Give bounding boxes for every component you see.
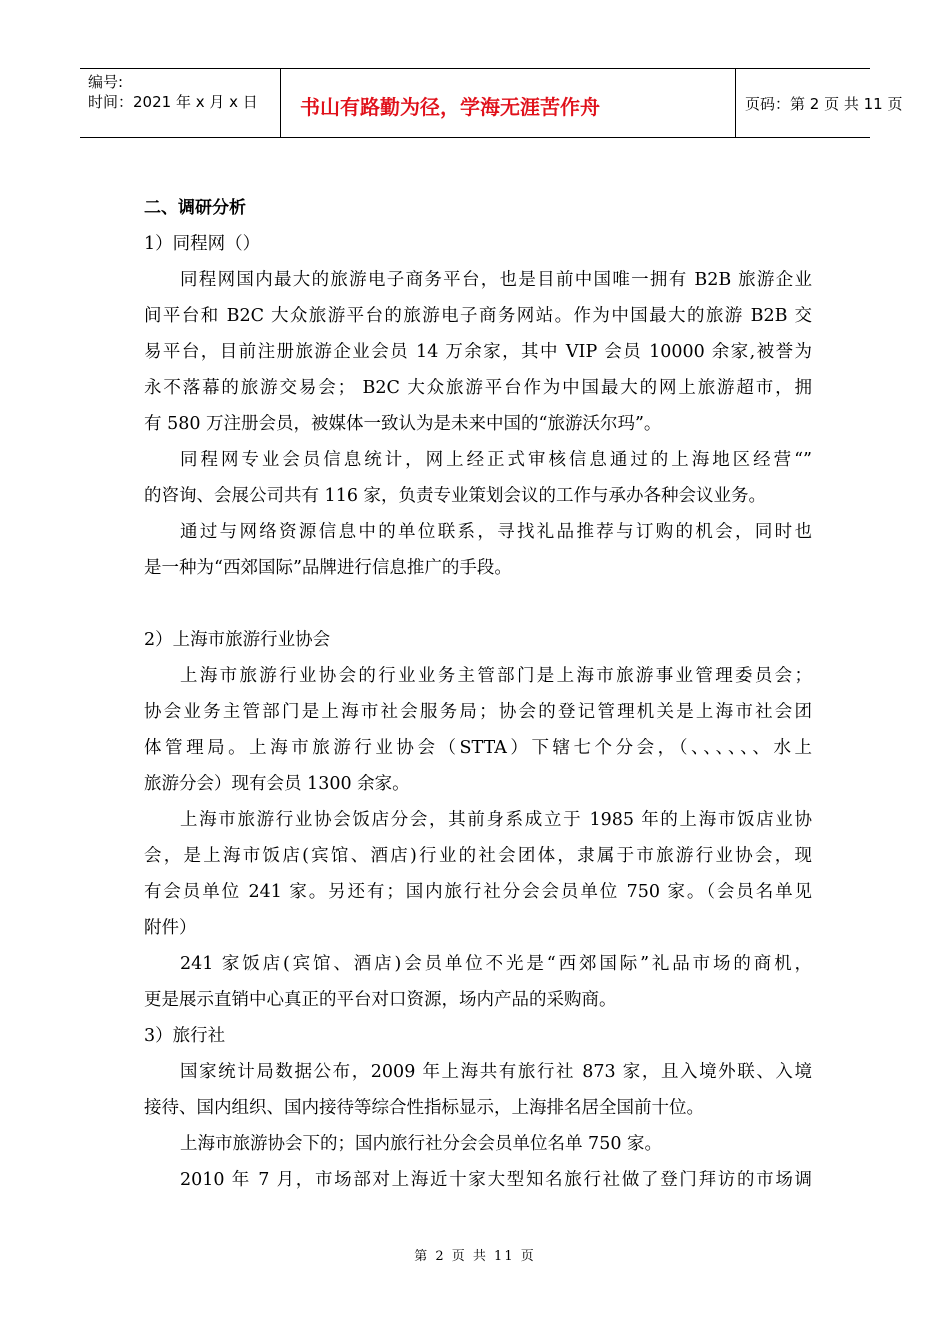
text-line: 接待、国内组织、国内接待等综合性指标显示，上海排名居全国前十位。 [144, 1098, 704, 1118]
text-line: 体管理局。上海市旅游行业协会（STTA）下辖七个分会，（、、、、、、水上 [144, 738, 812, 758]
document-body [144, 190, 812, 1198]
subsection-title-tongcheng: 1）同程网（） [144, 234, 261, 254]
paragraph-travel-members [144, 1126, 812, 1162]
paragraph-tongcheng-members [144, 442, 812, 514]
paragraph-tongcheng-contact [144, 514, 812, 586]
text-line: 间平台和 B2C 大众旅游平台的旅游电子商务网站。作为中国最大的旅游 B2B 交 [144, 306, 812, 326]
text-line: 旅游分会）现有会员 1300 余家。 [144, 774, 410, 794]
subsection-title-travel-agency: 3）旅行社 [144, 1026, 226, 1046]
text-line: 上海市旅游行业协会的行业业务主管部门是上海市旅游事业管理委员会； [180, 666, 812, 686]
paragraph-hotel-opportunity [144, 946, 812, 1018]
header-page-cell [735, 69, 903, 137]
header-page-info: 页码：第 2 页 共 11 页 [745, 95, 903, 113]
paragraph-travel-statistics [144, 1054, 812, 1126]
text-line: 协会业务主管部门是上海市社会服务局；协会的登记管理机关是上海市社会团 [144, 702, 812, 722]
paragraph-spacer [144, 586, 812, 622]
page-footer: 第 2 页 共 11 页 [414, 1249, 536, 1264]
text-line: 2010 年 7 月，市场部对上海近十家大型知名旅行社做了登门拜访的市场调 [180, 1170, 812, 1190]
subsection-title-tourism-association: 2）上海市旅游行业协会 [144, 630, 331, 650]
text-line: 241 家饭店(宾馆、酒店)会员单位不光是“西郊国际”礼品市场的商机， [180, 954, 812, 974]
text-line: 永不落幕的旅游交易会； B2C 大众旅游平台作为中国最大的网上旅游超市，拥 [144, 378, 812, 398]
text-line: 的咨询、会展公司共有 116 家，负责专业策划会议的工作与承办各种会议业务。 [144, 486, 767, 506]
text-line: 上海市旅游协会下的；国内旅行社分会会员单位名单 750 家。 [180, 1134, 663, 1154]
paragraph-association-intro [144, 658, 812, 802]
header-motto: 书山有路勤为径，学海无涯苦作舟 [300, 95, 600, 119]
text-line: 同程网国内最大的旅游电子商务平台，也是目前中国唯一拥有 B2B 旅游企业 [180, 270, 812, 290]
text-line: 易平台，目前注册旅游企业会员 14 万余家，其中 VIP 会员 10000 余家,被誉为 [144, 342, 812, 362]
text-line: 更是展示直销中心真正的平台对口资源，场内产品的采购商。 [144, 990, 617, 1010]
text-line: 是一种为“西郊国际”品牌进行信息推广的手段。 [144, 558, 512, 578]
document-number-label: 编号: [88, 73, 124, 91]
text-line: 有 580 万注册会员，被媒体一致认为是未来中国的“旅游沃尔玛”。 [144, 414, 662, 434]
text-line: 同程网专业会员信息统计，网上经正式审核信息通过的上海地区经营“” [180, 450, 812, 470]
text-line: 上海市旅游行业协会饭店分会，其前身系成立于 1985 年的上海市饭店业协 [180, 810, 812, 830]
text-line: 附件） [144, 918, 197, 938]
header-motto-cell [280, 69, 736, 137]
text-line: 通过与网络资源信息中的单位联系，寻找礼品推荐与订购的机会，同时也 [180, 522, 812, 542]
document-time-label: 时间：2021 年 x 月 x 日 [88, 93, 258, 111]
header-meta-cell [80, 69, 281, 137]
text-line: 国家统计局数据公布，2009 年上海共有旅行社 873 家，且入境外联、入境 [180, 1062, 812, 1082]
page-header [80, 68, 903, 138]
text-line: 会，是上海市饭店(宾馆、酒店)行业的社会团体，隶属于市旅游行业协会，现 [144, 846, 812, 866]
paragraph-tongcheng-intro [144, 262, 812, 442]
paragraph-hotel-branch [144, 802, 812, 946]
text-line: 有会员单位 241 家。另还有；国内旅行社分会会员单位 750 家。（会员名单见 [144, 882, 812, 902]
paragraph-market-visit [144, 1162, 812, 1198]
section-title: 二、调研分析 [144, 198, 246, 218]
